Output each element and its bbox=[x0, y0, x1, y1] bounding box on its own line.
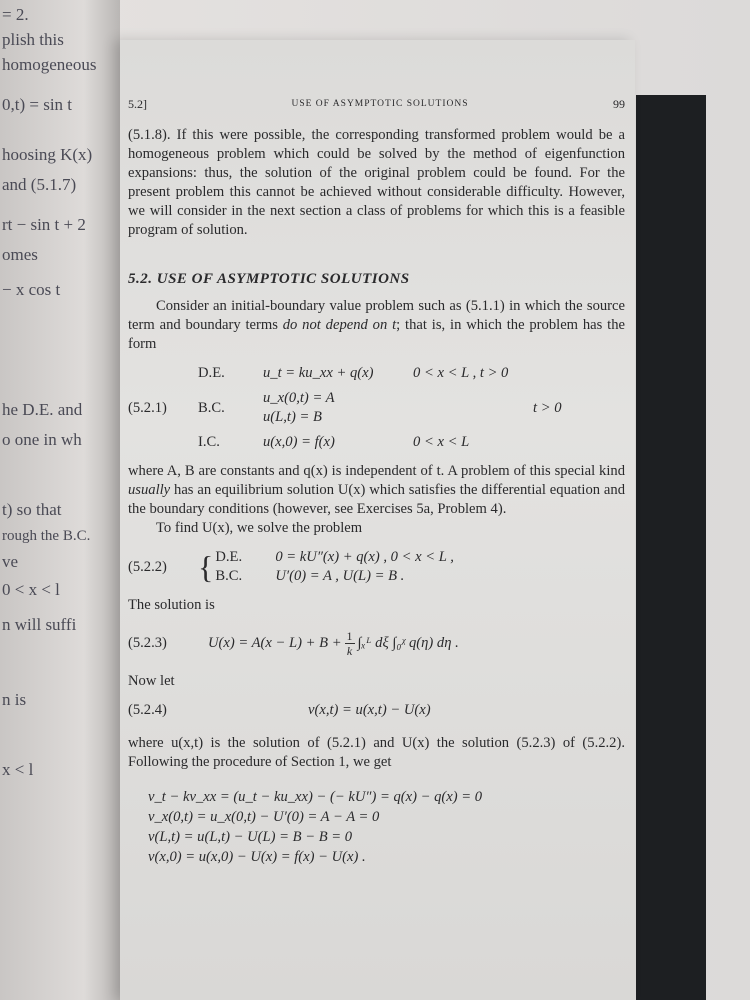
text: Consider an initial-boundary value problem such as (5.1.1) in which the source term and boundary terms bbox=[128, 298, 625, 333]
left-page-fragment: t) so that bbox=[2, 500, 62, 519]
header-title: USE OF ASYMPTOTIC SOLUTIONS bbox=[291, 99, 469, 109]
integral-expression: ∫ₓᴸ dξ ∫₀ᵡ q(η) dη . bbox=[357, 635, 459, 651]
left-page-fragment: x < l bbox=[2, 760, 34, 779]
fraction-denominator: k bbox=[346, 644, 353, 658]
equation-line: v(x,0) = u(x,0) − U(x) = f(x) − U(x) . bbox=[148, 849, 366, 865]
bc-equation: u_x(0,t) = A bbox=[263, 390, 335, 406]
ic-label: I.C. bbox=[198, 434, 220, 450]
equation-number: (5.2.2) bbox=[128, 558, 167, 575]
left-page bbox=[0, 0, 120, 1000]
text: ; that is, in which the problem has the form bbox=[128, 317, 625, 352]
running-header bbox=[128, 95, 625, 114]
paragraph bbox=[128, 297, 625, 354]
intro-paragraph: (5.1.8). If this were possible, the corresponding transformed problem would be a homogeneous problem which could be solved by the method of eigenfunction expansions: thus, the solution of the original problem could be found. For the present problem this cannot be achieved without considerable difficulty. However, we will consider in the next section a class of problems for which this is a feasible program of solution. bbox=[128, 127, 625, 238]
paragraph: Now let bbox=[128, 673, 175, 689]
left-page-fragment: and (5.1.7) bbox=[2, 175, 77, 194]
section-heading: 5.2. USE OF ASYMPTOTIC SOLUTIONS bbox=[128, 271, 410, 287]
equation-5-2-4 bbox=[128, 701, 625, 720]
paragraph: The solution is bbox=[128, 597, 215, 613]
equation-line: v_t − kv_xx = (u_t − ku_xx) − (− kU″) = q(x) − q(x) = 0 bbox=[148, 789, 483, 805]
fraction-numerator: 1 bbox=[346, 629, 353, 643]
left-page-fragment: 0 < x < l bbox=[2, 580, 60, 599]
left-page-fragment: omes bbox=[2, 245, 38, 264]
bc-label: B.C. bbox=[215, 568, 243, 584]
equation-line: v(L,t) = u(L,t) − U(L) = B − B = 0 bbox=[148, 829, 353, 845]
book-page bbox=[120, 40, 635, 1000]
left-page-fragment: n will suffi bbox=[2, 615, 77, 634]
left-page-fragment: ve bbox=[2, 552, 19, 571]
de-label: D.E. bbox=[215, 549, 243, 565]
book-cover-edge bbox=[636, 95, 706, 1000]
bc-equation: u(L,t) = B bbox=[263, 409, 322, 425]
left-page-fragment: rt − sin t + 2 bbox=[2, 215, 86, 234]
page-number: 99 bbox=[612, 97, 625, 111]
left-page-fragment: homogeneous bbox=[2, 55, 97, 74]
equation-number: (5.2.4) bbox=[128, 702, 167, 718]
bc-condition: t > 0 bbox=[533, 399, 562, 416]
de-condition: 0 < x < L , t > 0 bbox=[413, 365, 509, 381]
equation-line: v_x(0,t) = u_x(0,t) − U′(0) = A − A = 0 bbox=[148, 809, 380, 825]
header-section: 5.2] bbox=[128, 97, 147, 111]
bc-label: B.C. bbox=[198, 399, 225, 416]
text: has an equilibrium solution U(x) which satisfies the differential equation and the boundary conditions (however, see Exercises 5a, Problem 4). bbox=[128, 482, 625, 517]
paragraph: where u(x,t) is the solution of (5.2.1) and U(x) the solution (5.2.3) of (5.2.2). Following the procedure of Section 1, we get bbox=[128, 735, 625, 770]
left-page-fragment: he D.E. and bbox=[2, 400, 83, 419]
paragraph bbox=[128, 462, 625, 519]
equation-lhs: U(x) = A(x − L) + B + bbox=[208, 635, 342, 651]
text: where A, B are constants and q(x) is independent of t. A problem of this special kind bbox=[128, 463, 625, 479]
bc-equation: U′(0) = A , U(L) = B . bbox=[275, 568, 405, 584]
de-equation: u_t = ku_xx + q(x) bbox=[263, 365, 374, 381]
left-page-fragment: 0,t) = sin t bbox=[2, 95, 73, 114]
left-page-fragment: = 2. bbox=[2, 5, 29, 24]
left-page-fragment: plish this bbox=[2, 30, 64, 49]
equation-number: (5.2.3) bbox=[128, 635, 167, 651]
left-page-fragment: n is bbox=[2, 690, 27, 709]
left-page-fragment: − x cos t bbox=[2, 280, 61, 299]
brace: { bbox=[198, 549, 214, 585]
equation-number: (5.2.1) bbox=[128, 399, 167, 416]
ic-condition: 0 < x < L bbox=[413, 434, 470, 450]
left-page-fragment: rough the B.C. bbox=[2, 528, 91, 544]
paragraph: To find U(x), we solve the problem bbox=[156, 520, 363, 536]
de-label: D.E. bbox=[198, 365, 225, 381]
equation: v(x,t) = u(x,t) − U(x) bbox=[308, 702, 431, 718]
left-page-fragment: hoosing K(x) bbox=[2, 145, 93, 164]
equation-5-2-1 bbox=[128, 364, 625, 452]
left-page-fragment: o one in wh bbox=[2, 430, 82, 449]
derived-equations bbox=[148, 788, 625, 867]
de-equation: 0 = kU″(x) + q(x) , 0 < x < L , bbox=[275, 549, 454, 565]
equation-5-2-2 bbox=[128, 548, 625, 586]
emphasis: do not depend on t bbox=[282, 317, 397, 333]
emphasis: usually bbox=[128, 482, 171, 498]
ic-equation: u(x,0) = f(x) bbox=[263, 434, 335, 450]
equation-5-2-3 bbox=[128, 629, 625, 658]
